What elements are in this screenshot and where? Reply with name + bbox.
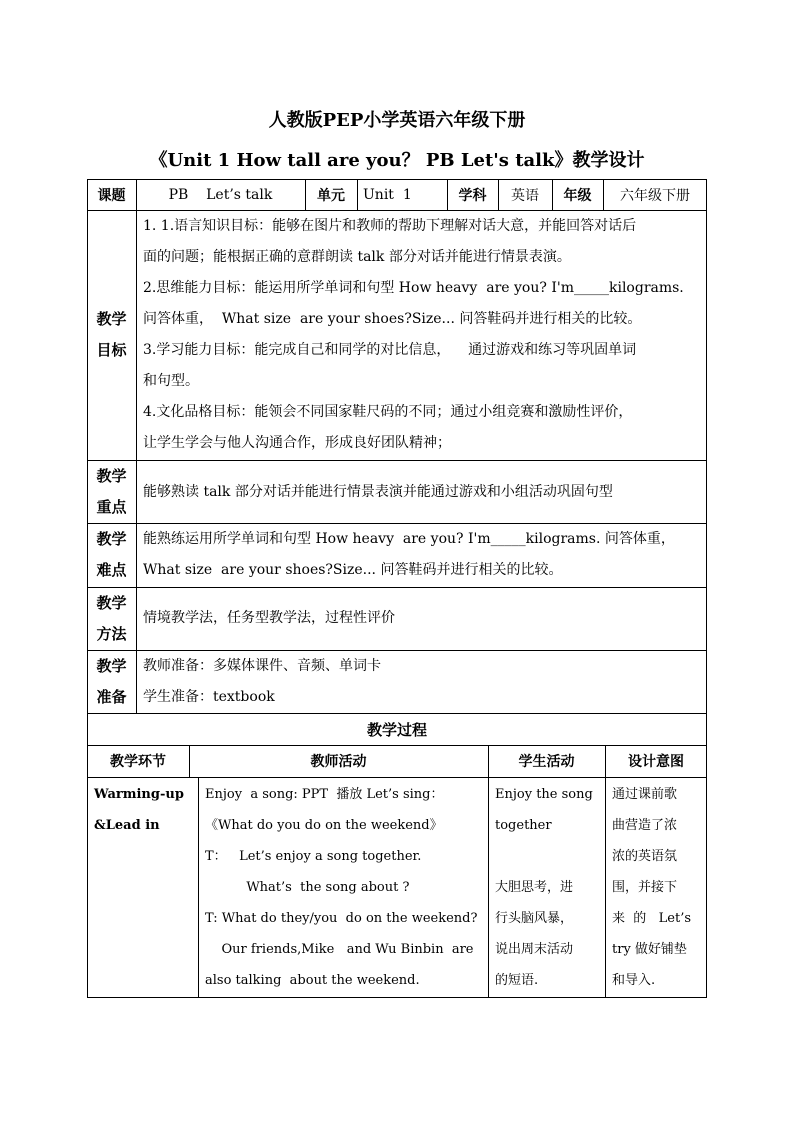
process-title: 教学过程 [366, 720, 427, 739]
unit-label: 单元 [317, 187, 345, 204]
key-points-label-line2: 重点 [96, 498, 127, 516]
design-intent [612, 779, 704, 996]
objective-line: 2.思维能力目标：能运用所学单词和句型 How heavy are you? I'm_____kilograms. [143, 280, 684, 296]
difficulties-label [87, 524, 136, 586]
student-line: Enjoy the song [495, 787, 593, 802]
intent-line: 来 的 Let’s [612, 911, 692, 926]
document-subtitle: 《Unit 1 How tall are you？ PB Let's talk》教学设计 [149, 150, 645, 171]
objectives-label [87, 304, 136, 366]
topic-label: 课题 [97, 187, 126, 204]
difficulty-line: 能熟练运用所学单词和句型 How heavy are you? I'm_____kilograms. 问答体重， [143, 531, 675, 547]
student-line: 说出周末活动 [495, 942, 574, 957]
intent-line: try 做好铺垫 [612, 942, 687, 957]
student-line: 行头脑风暴， [495, 911, 574, 926]
process-header-student: 学生活动 [518, 754, 575, 770]
objective-line: 1. 1.语言知识目标：能够在图片和教师的帮助下理解对话大意，并能回答对话后 [143, 218, 637, 234]
objectives-label-line1: 教学 [96, 310, 127, 328]
stage-line: Warming-up [94, 787, 184, 802]
process-header-intent: 设计意图 [628, 754, 684, 770]
student-activity [495, 779, 603, 996]
methods-label-line2: 方法 [96, 625, 127, 643]
document-title: 人教版PEP小学英语六年级下册 [268, 110, 526, 131]
student-line: 大胆思考，进 [495, 880, 574, 895]
intent-line: 曲营造了浓 [612, 818, 678, 833]
teacher-line: T: What do they/you do on the weekend? [205, 911, 478, 926]
stage-line: &Lead in [94, 818, 160, 833]
methods-text: 情境教学法，任务型教学法，过程性评价 [143, 610, 395, 626]
student-line: together [495, 818, 552, 833]
student-line [495, 841, 603, 872]
intent-line: 和导入. [612, 973, 656, 988]
objective-line: 4.文化品格目标：能领会不同国家鞋尺码的不同；通过小组竞赛和激励性评价， [143, 404, 633, 420]
intent-line: 围，并接下 [612, 880, 678, 895]
teacher-line: Our friends,Mike and Wu Binbin are [205, 942, 474, 957]
objective-line: 面的问题；能根据正确的意群朗读 talk 部分对话并能进行情景表演。 [143, 249, 571, 265]
difficulties-label-line1: 教学 [96, 530, 127, 548]
topic-value: PB Let’s talk [168, 186, 273, 203]
intent-line: 浓的英语氛 [612, 849, 678, 864]
difficulties-label-line2: 难点 [96, 561, 127, 579]
teacher-activity [205, 779, 487, 996]
methods-label [87, 588, 136, 650]
stage-warming-up [94, 779, 196, 841]
teacher-line: 《What do you do on the weekend》 [205, 818, 443, 833]
grade-value: 六年级下册 [620, 187, 690, 204]
subject-label: 学科 [458, 187, 487, 204]
key-points-label [87, 461, 136, 523]
process-header-teacher: 教师活动 [310, 754, 367, 770]
objective-line: 和句型。 [143, 373, 199, 389]
objectives-content [143, 211, 703, 459]
student-line: 的短语. [495, 973, 539, 988]
teacher-line: Enjoy a song: PPT 播放 Let’s sing： [205, 787, 444, 802]
methods-label-line1: 教学 [96, 594, 127, 612]
preparation-label [87, 651, 136, 713]
preparation-label-line1: 教学 [96, 657, 127, 675]
preparation-label-line2: 准备 [96, 688, 127, 706]
preparation-line: 学生准备：textbook [143, 689, 275, 705]
objective-line: 问答体重， What size are your shoes?Size... 问答鞋码并进行相关的比较。 [143, 311, 642, 327]
teacher-line: also talking about the weekend. [205, 973, 420, 988]
preparation-content [143, 651, 703, 713]
objectives-label-line2: 目标 [96, 341, 127, 359]
unit-value: Unit 1 [363, 186, 412, 203]
preparation-line: 教师准备：多媒体课件、音频、单词卡 [143, 658, 381, 674]
objective-line: 让学生学会与他人沟通合作，形成良好团队精神； [143, 435, 451, 451]
process-header-stage: 教学环节 [110, 754, 166, 770]
key-points-text: 能够熟读 talk 部分对话并能进行情景表演并能通过游戏和小组活动巩固句型 [143, 484, 613, 500]
intent-line: 通过课前歌 [612, 787, 678, 802]
subject-value: 英语 [511, 187, 539, 204]
difficulties-content [143, 524, 703, 586]
teacher-line: What’s the song about ? [205, 880, 410, 895]
grade-label: 年级 [563, 187, 592, 204]
objective-line: 3.学习能力目标：能完成自己和同学的对比信息， 通过游戏和练习等巩固单词 [143, 342, 637, 358]
difficulty-line: What size are your shoes?Size... 问答鞋码并进行相关的比较。 [143, 562, 563, 578]
key-points-label-line1: 教学 [96, 467, 127, 485]
teacher-line: T： Let’s enjoy a song together. [205, 849, 422, 864]
